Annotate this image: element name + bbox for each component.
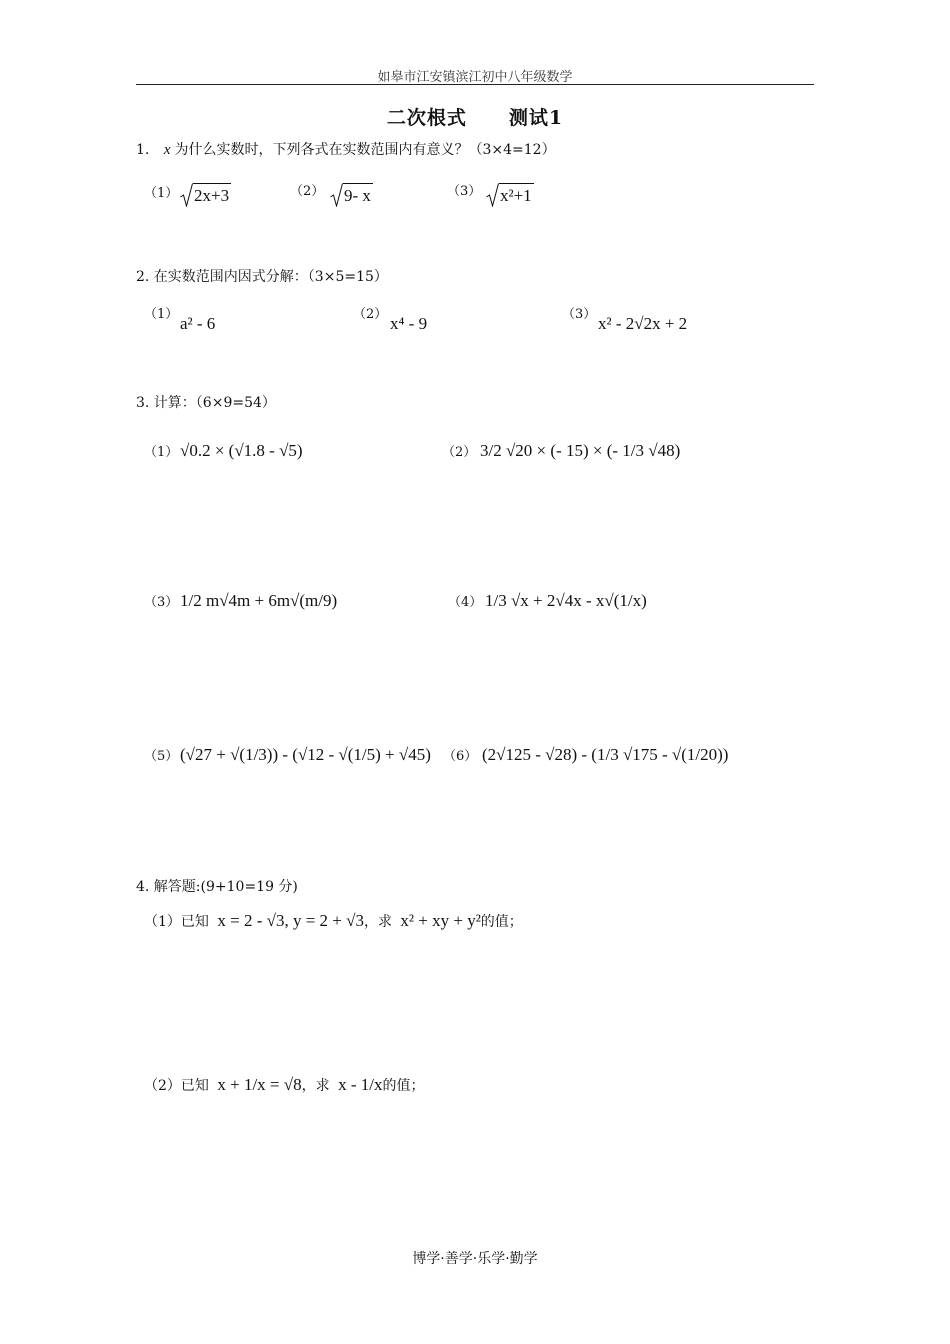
q4-part-1 xyxy=(144,911,523,931)
q4-stem: 4. 解答题:(9+10=19 分) xyxy=(136,879,298,895)
footer-motto: 博学·善学·乐学·勤学 xyxy=(412,1251,538,1267)
q2-item-2-expr: x⁴ - 9 xyxy=(390,314,428,333)
q2-item-2-label: （2） xyxy=(353,307,388,322)
q3-label-6: （6） xyxy=(443,749,478,764)
q4-p2-end: 的值； xyxy=(382,1078,425,1094)
q3-stem: 3. 计算：（6×9=54） xyxy=(136,395,276,411)
q3-label-2: （2） xyxy=(442,445,477,460)
q1-radicand-1: 2x+3 xyxy=(193,183,231,207)
q4-p1-ask: ，求 xyxy=(363,914,392,930)
q1-item-3-expr xyxy=(486,183,534,207)
q1-number: 1. xyxy=(136,142,150,158)
q4-p2-label: （2）已知 xyxy=(144,1078,209,1094)
q2-item-1-label: （1） xyxy=(144,307,179,322)
q1-item-1-label: （1） xyxy=(144,186,179,201)
q1-item-3-label: （3） xyxy=(447,184,482,199)
q4-p2-target: x - 1/x xyxy=(338,1075,383,1094)
q4-p1-target: x² + xy + y² xyxy=(400,911,481,930)
q2-item-3-label: （3） xyxy=(562,307,597,322)
q1-stem xyxy=(136,139,556,159)
q3-expr-6: (2√125 - √28) - (1/3 √175 - √(1/20)) xyxy=(482,745,729,764)
q3-expr-4: 1/3 √x + 2√4x - x√(1/x) xyxy=(485,591,647,610)
q3-label-5: （5） xyxy=(144,749,179,764)
q3-expr-5: (√27 + √(1/3)) - (√12 - √(1/5) + √45) xyxy=(180,745,431,764)
q1-item-1-expr xyxy=(180,183,231,207)
q4-part-2 xyxy=(144,1075,424,1095)
header-rule xyxy=(136,84,814,85)
q2-item-1-expr: a² - 6 xyxy=(180,314,216,333)
q4-p1-label: （1）已知 xyxy=(144,914,209,930)
q4-p1-end: 的值； xyxy=(480,914,523,930)
q1-var: x xyxy=(163,142,171,158)
q1-radicand-2: 9- x xyxy=(343,183,373,207)
q2-stem: 2. 在实数范围内因式分解：（3×5=15） xyxy=(136,269,388,285)
q3-label-1: （1） xyxy=(144,445,179,460)
q4-p2-given: x + 1/x = √8 xyxy=(217,1075,302,1094)
q1-radicand-3: x²+1 xyxy=(499,183,534,207)
title-main: 二次根式 xyxy=(386,107,467,129)
q4-p2-ask: ，求 xyxy=(301,1078,330,1094)
q1-item-2-label: （2） xyxy=(290,184,325,199)
page-header: 如皋市江安镇滨江初中八年级数学 xyxy=(377,70,573,85)
q3-expr-2: 3/2 √20 × (- 15) × (- 1/3 √48) xyxy=(480,441,681,460)
q3-expr-1: √0.2 × (√1.8 - √5) xyxy=(180,441,303,460)
q4-p1-given: x = 2 - √3, y = 2 + √3 xyxy=(217,911,364,930)
q1-stem-text: 为什么实数时，下列各式在实数范围内有意义？（3×4=12） xyxy=(174,142,556,158)
q3-expr-3: 1/2 m√4m + 6m√(m/9) xyxy=(180,591,338,610)
q3-label-4: （4） xyxy=(448,595,483,610)
title-sub: 测试1 xyxy=(508,107,564,129)
page-title xyxy=(0,103,950,130)
q3-label-3: （3） xyxy=(144,595,179,610)
q1-item-2-expr xyxy=(330,183,373,207)
q2-item-3-expr: x² - 2√2x + 2 xyxy=(598,314,688,333)
